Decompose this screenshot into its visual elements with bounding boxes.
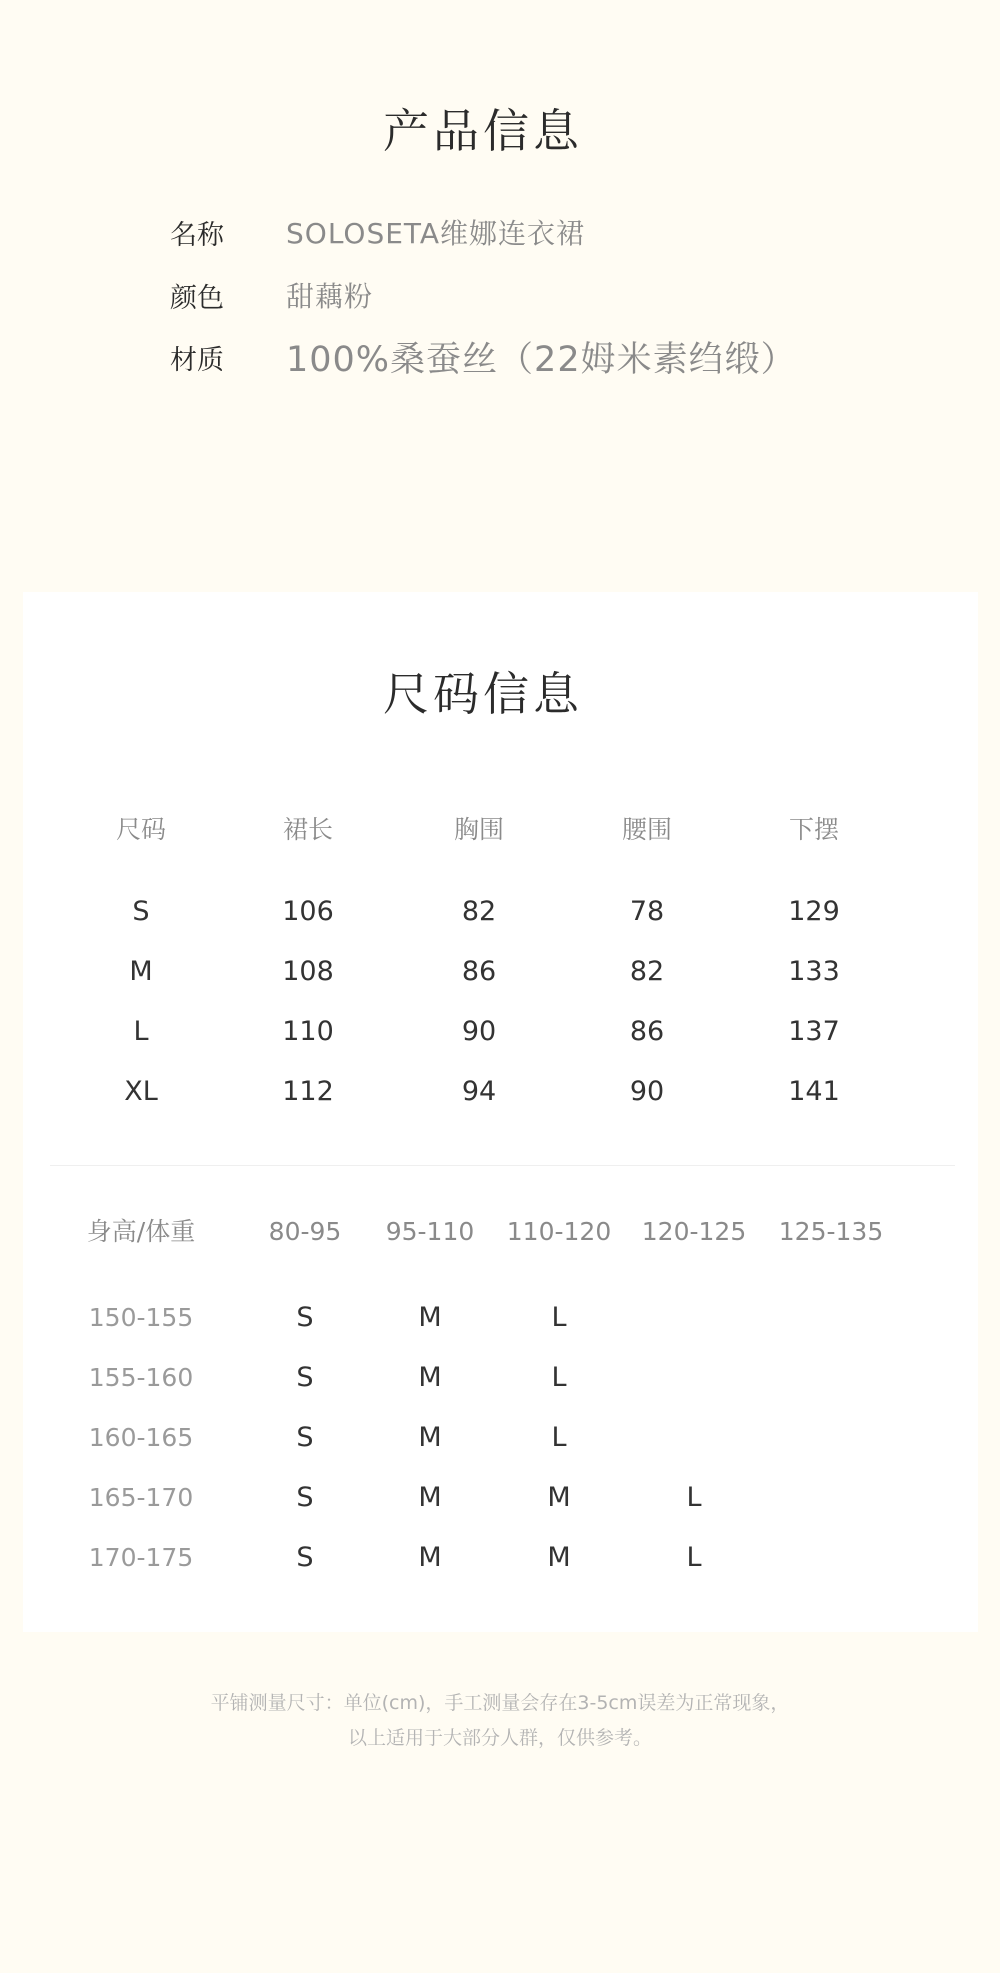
size-info-card [23, 592, 978, 1632]
fit-cell [624, 1358, 764, 1398]
measure-cell: 82 [629, 956, 665, 987]
fit-cell [761, 1538, 901, 1578]
measure-cell: 141 [788, 1076, 840, 1107]
fit-cell: 160-165 [88, 1423, 194, 1452]
fit-cell: M [418, 1302, 442, 1333]
measure-cell: 110 [282, 1016, 334, 1047]
measure-cell: S [132, 896, 150, 927]
measure-cell: 94 [461, 1076, 497, 1107]
measure-cell: 90 [629, 1076, 665, 1107]
measure-header-cell: 下摆 [788, 815, 839, 844]
fit-cell [761, 1298, 901, 1338]
measure-cell: 106 [282, 896, 334, 927]
fit-cell: L [686, 1482, 702, 1513]
product-info-title: 产品信息 [383, 104, 583, 158]
product-name-value: SOLOSETA维娜连衣裙 [286, 217, 586, 250]
info-label: 材质 [170, 344, 224, 376]
fit-cell: 170-175 [88, 1543, 194, 1572]
divider [50, 1165, 955, 1166]
fit-header-cell: 120-125 [641, 1217, 747, 1246]
fit-header-cell: 身高/体重 [86, 1217, 196, 1246]
info-label: 颜色 [170, 282, 224, 314]
fit-cell [761, 1358, 901, 1398]
measure-header-cell: 胸围 [453, 815, 504, 844]
reference-note: 以上适用于大部分人群，仅供参考。 [347, 1727, 652, 1749]
measure-cell: M [129, 956, 153, 987]
fit-cell: M [418, 1542, 442, 1573]
measure-cell: 78 [629, 896, 665, 927]
fit-cell [761, 1478, 901, 1518]
fit-header-cell: 110-120 [506, 1217, 612, 1246]
measure-cell: 86 [629, 1016, 665, 1047]
fit-cell: M [418, 1482, 442, 1513]
fit-cell: 165-170 [88, 1483, 194, 1512]
fit-header-cell: 95-110 [385, 1217, 475, 1246]
measure-header-cell: 尺码 [115, 815, 166, 844]
fit-header-cell: 125-135 [778, 1217, 884, 1246]
fit-cell: 150-155 [88, 1303, 194, 1332]
measure-cell: 86 [461, 956, 497, 987]
measure-cell: 82 [461, 896, 497, 927]
size-info-title: 尺码信息 [383, 667, 583, 721]
measure-cell: 133 [788, 956, 840, 987]
fit-cell: L [551, 1362, 567, 1393]
measure-header-cell: 腰围 [621, 815, 672, 844]
measure-cell: L [133, 1016, 149, 1047]
info-label: 名称 [170, 219, 224, 251]
info-row-name [170, 210, 585, 254]
measure-cell: 90 [461, 1016, 497, 1047]
product-material-value: 100%桑蚕丝（22姆米素绉缎） [286, 340, 797, 380]
measure-cell: 129 [788, 896, 840, 927]
fit-cell: S [296, 1542, 314, 1573]
fit-cell: S [296, 1362, 314, 1393]
fit-cell: 155-160 [88, 1363, 194, 1392]
fit-cell: M [418, 1362, 442, 1393]
measure-header-cell: 裙长 [282, 815, 333, 844]
info-row-color [170, 273, 373, 317]
fit-cell: S [296, 1302, 314, 1333]
info-row-material [170, 335, 797, 379]
fit-cell [761, 1418, 901, 1458]
fit-cell: S [296, 1422, 314, 1453]
measure-cell: 108 [282, 956, 334, 987]
fit-cell: S [296, 1482, 314, 1513]
fit-cell: M [547, 1542, 571, 1573]
fit-cell: L [551, 1302, 567, 1333]
measure-cell: 137 [788, 1016, 840, 1047]
measure-cell: 112 [282, 1076, 334, 1107]
fit-cell: M [547, 1482, 571, 1513]
product-color-value: 甜藕粉 [286, 280, 374, 313]
measurement-note: 平铺测量尺寸：单位(cm)，手工测量会存在3-5cm误差为正常现象， [210, 1692, 790, 1714]
fit-cell: L [551, 1422, 567, 1453]
fit-cell: L [686, 1542, 702, 1573]
fit-cell [624, 1298, 764, 1338]
measure-cell: XL [124, 1076, 158, 1107]
fit-header-cell: 80-95 [268, 1217, 342, 1246]
fit-cell [624, 1418, 764, 1458]
fit-cell: M [418, 1422, 442, 1453]
